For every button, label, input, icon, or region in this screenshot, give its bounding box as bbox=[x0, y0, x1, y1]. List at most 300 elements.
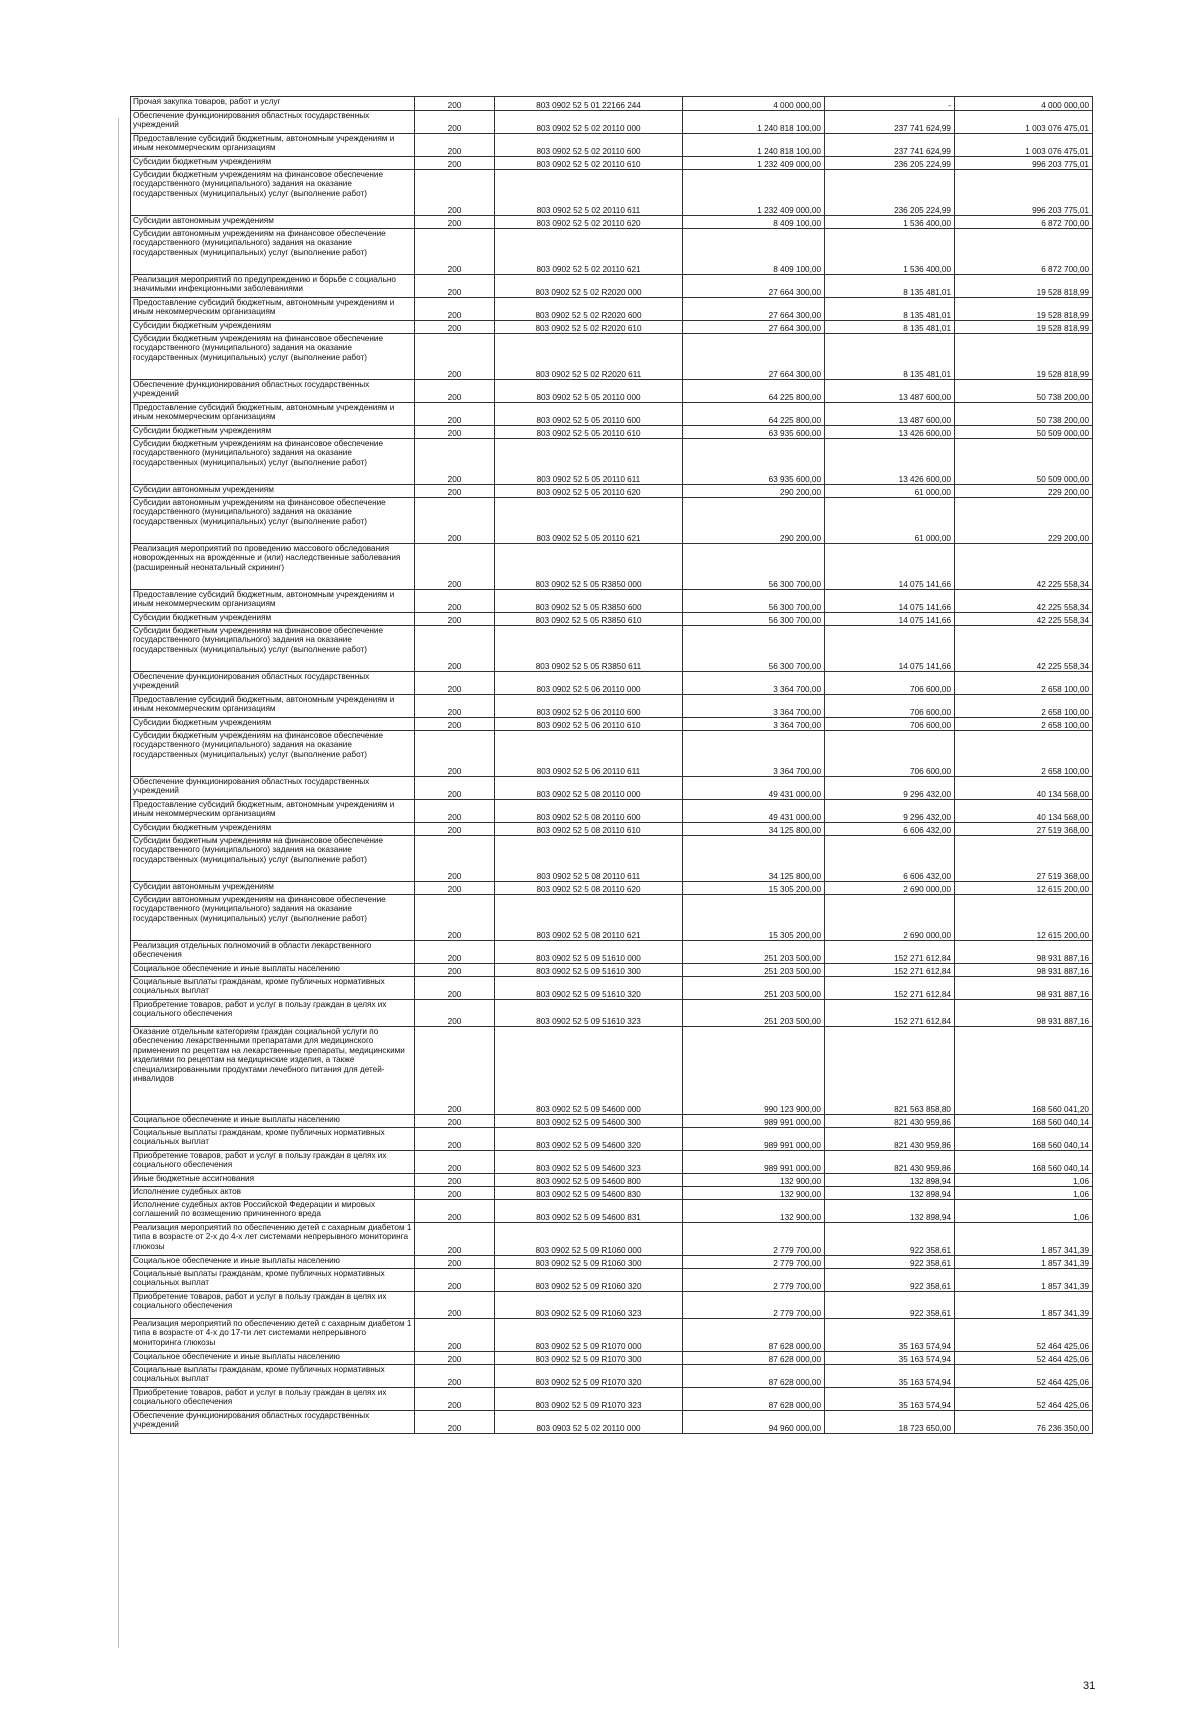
row-unexecuted: 2 658 100,00 bbox=[955, 672, 1093, 695]
row-line-code: 200 bbox=[415, 134, 495, 157]
row-name: Предоставление субсидий бюджетным, автономным учреждениям и иным некоммерческим организациям bbox=[131, 800, 415, 823]
row-line-code: 200 bbox=[415, 229, 495, 275]
row-unexecuted: 50 738 200,00 bbox=[955, 403, 1093, 426]
row-unexecuted: 2 658 100,00 bbox=[955, 695, 1093, 718]
row-approved: 290 200,00 bbox=[683, 485, 825, 498]
row-name: Приобретение товаров, работ и услуг в пользу граждан в целях их социального обеспечения bbox=[131, 1000, 415, 1027]
table-row bbox=[131, 1388, 1093, 1411]
row-line-code: 200 bbox=[415, 731, 495, 777]
row-approved: 1 232 409 000,00 bbox=[683, 170, 825, 216]
row-name: Предоставление субсидий бюджетным, автономным учреждениям и иным некоммерческим организациям bbox=[131, 590, 415, 613]
table-row bbox=[131, 1115, 1093, 1128]
scan-artifact-line bbox=[118, 118, 119, 1648]
row-line-code: 200 bbox=[415, 823, 495, 836]
row-executed: 35 163 574,94 bbox=[825, 1388, 955, 1411]
row-name: Приобретение товаров, работ и услуг в пользу граждан в целях их социального обеспечения bbox=[131, 1388, 415, 1411]
row-unexecuted: 6 872 700,00 bbox=[955, 216, 1093, 229]
row-unexecuted: 1,06 bbox=[955, 1174, 1093, 1187]
row-executed: 14 075 141,66 bbox=[825, 544, 955, 590]
row-unexecuted: 98 931 887,16 bbox=[955, 977, 1093, 1000]
table-row bbox=[131, 544, 1093, 590]
row-unexecuted: 168 560 040,14 bbox=[955, 1128, 1093, 1151]
row-budget-code: 803 0902 52 5 05 20110 621 bbox=[495, 498, 683, 544]
row-unexecuted: 52 464 425,06 bbox=[955, 1365, 1093, 1388]
budget-execution-table bbox=[130, 96, 1093, 1434]
row-approved: 3 364 700,00 bbox=[683, 731, 825, 777]
row-unexecuted: 996 203 775,01 bbox=[955, 157, 1093, 170]
row-executed: 35 163 574,94 bbox=[825, 1352, 955, 1365]
row-name: Субсидии автономным учреждениям на финансовое обеспечение государственного (муниципального) задания на оказание государственных (муниципальных) услуг (выполнение работ) bbox=[131, 229, 415, 275]
row-approved: 34 125 800,00 bbox=[683, 823, 825, 836]
row-budget-code: 803 0902 52 5 02 20110 620 bbox=[495, 216, 683, 229]
row-line-code: 200 bbox=[415, 964, 495, 977]
row-approved: 87 628 000,00 bbox=[683, 1388, 825, 1411]
row-budget-code: 803 0903 52 5 02 20110 000 bbox=[495, 1411, 683, 1434]
row-name: Приобретение товаров, работ и услуг в пользу граждан в целях их социального обеспечения bbox=[131, 1151, 415, 1174]
row-line-code: 200 bbox=[415, 882, 495, 895]
row-name: Обеспечение функционирования областных государственных учреждений bbox=[131, 672, 415, 695]
table-row bbox=[131, 426, 1093, 439]
row-approved: 251 203 500,00 bbox=[683, 941, 825, 964]
table-row bbox=[131, 485, 1093, 498]
row-budget-code: 803 0902 52 5 05 20110 000 bbox=[495, 380, 683, 403]
row-executed: 8 135 481,01 bbox=[825, 334, 955, 380]
table-row bbox=[131, 1151, 1093, 1174]
row-approved: 2 779 700,00 bbox=[683, 1269, 825, 1292]
row-line-code: 200 bbox=[415, 1000, 495, 1027]
row-budget-code: 803 0902 52 5 09 R1060 320 bbox=[495, 1269, 683, 1292]
row-unexecuted: 98 931 887,16 bbox=[955, 1000, 1093, 1027]
row-line-code: 200 bbox=[415, 718, 495, 731]
row-budget-code: 803 0902 52 5 02 R2020 600 bbox=[495, 298, 683, 321]
table-row bbox=[131, 718, 1093, 731]
row-name: Субсидии бюджетным учреждениям bbox=[131, 823, 415, 836]
row-approved: 56 300 700,00 bbox=[683, 590, 825, 613]
row-approved: 27 664 300,00 bbox=[683, 321, 825, 334]
row-budget-code: 803 0902 52 5 02 R2020 611 bbox=[495, 334, 683, 380]
row-unexecuted: 1 003 076 475,01 bbox=[955, 111, 1093, 134]
row-name: Субсидии автономным учреждениям bbox=[131, 216, 415, 229]
row-line-code: 200 bbox=[415, 836, 495, 882]
table-row bbox=[131, 1174, 1093, 1187]
row-name: Реализация мероприятий по проведению массового обследования новорожденных на врожденные и (или) наследственные заболевания (расширенный неонатальный скрининг) bbox=[131, 544, 415, 590]
row-line-code: 200 bbox=[415, 1115, 495, 1128]
table-row bbox=[131, 216, 1093, 229]
row-approved: 3 364 700,00 bbox=[683, 695, 825, 718]
table-row bbox=[131, 1187, 1093, 1200]
row-line-code: 200 bbox=[415, 1174, 495, 1187]
row-budget-code: 803 0902 52 5 02 20110 611 bbox=[495, 170, 683, 216]
row-approved: 15 305 200,00 bbox=[683, 895, 825, 941]
table-row bbox=[131, 731, 1093, 777]
row-name: Субсидии бюджетным учреждениям на финансовое обеспечение государственного (муниципального) задания на оказание государственных (муниципальных) услуг (выполнение работ) bbox=[131, 439, 415, 485]
row-budget-code: 803 0902 52 5 02 R2020 000 bbox=[495, 275, 683, 298]
row-line-code: 200 bbox=[415, 1352, 495, 1365]
table-row bbox=[131, 97, 1093, 111]
table-row bbox=[131, 964, 1093, 977]
row-executed: 821 430 959,86 bbox=[825, 1151, 955, 1174]
row-approved: 56 300 700,00 bbox=[683, 626, 825, 672]
row-name: Реализация отдельных полномочий в области лекарственного обеспечения bbox=[131, 941, 415, 964]
row-executed: 821 430 959,86 bbox=[825, 1115, 955, 1128]
table-row bbox=[131, 1223, 1093, 1256]
row-name: Предоставление субсидий бюджетным, автономным учреждениям и иным некоммерческим организациям bbox=[131, 134, 415, 157]
row-name: Субсидии бюджетным учреждениям bbox=[131, 157, 415, 170]
row-budget-code: 803 0902 52 5 09 R1070 323 bbox=[495, 1388, 683, 1411]
row-unexecuted: 52 464 425,06 bbox=[955, 1388, 1093, 1411]
row-executed: 13 426 600,00 bbox=[825, 439, 955, 485]
row-line-code: 200 bbox=[415, 695, 495, 718]
row-approved: 64 225 800,00 bbox=[683, 380, 825, 403]
row-name: Обеспечение функционирования областных государственных учреждений bbox=[131, 777, 415, 800]
row-budget-code: 803 0902 52 5 08 20110 600 bbox=[495, 800, 683, 823]
row-approved: 94 960 000,00 bbox=[683, 1411, 825, 1434]
row-unexecuted: 19 528 818,99 bbox=[955, 298, 1093, 321]
table-row bbox=[131, 590, 1093, 613]
row-executed: 132 898,94 bbox=[825, 1174, 955, 1187]
row-unexecuted: 1 857 341,39 bbox=[955, 1269, 1093, 1292]
table-row bbox=[131, 1027, 1093, 1115]
table-row bbox=[131, 111, 1093, 134]
row-name: Социальное обеспечение и иные выплаты населению bbox=[131, 1115, 415, 1128]
row-unexecuted: 27 519 368,00 bbox=[955, 823, 1093, 836]
table-row bbox=[131, 380, 1093, 403]
row-line-code: 200 bbox=[415, 157, 495, 170]
row-name: Субсидии бюджетным учреждениям bbox=[131, 613, 415, 626]
row-unexecuted: 52 464 425,06 bbox=[955, 1352, 1093, 1365]
row-executed: 35 163 574,94 bbox=[825, 1319, 955, 1352]
row-executed: 706 600,00 bbox=[825, 718, 955, 731]
row-line-code: 200 bbox=[415, 626, 495, 672]
row-executed: 13 426 600,00 bbox=[825, 426, 955, 439]
row-name: Социальные выплаты гражданам, кроме публичных нормативных социальных выплат bbox=[131, 977, 415, 1000]
row-approved: 8 409 100,00 bbox=[683, 216, 825, 229]
row-unexecuted: 76 236 350,00 bbox=[955, 1411, 1093, 1434]
row-unexecuted: 50 738 200,00 bbox=[955, 380, 1093, 403]
row-line-code: 200 bbox=[415, 1269, 495, 1292]
row-unexecuted: 4 000 000,00 bbox=[955, 97, 1093, 111]
row-executed: 821 563 858,80 bbox=[825, 1027, 955, 1115]
row-line-code: 200 bbox=[415, 1128, 495, 1151]
row-approved: 251 203 500,00 bbox=[683, 977, 825, 1000]
table-row bbox=[131, 1411, 1093, 1434]
row-approved: 87 628 000,00 bbox=[683, 1319, 825, 1352]
row-line-code: 200 bbox=[415, 1365, 495, 1388]
row-approved: 2 779 700,00 bbox=[683, 1292, 825, 1319]
row-executed: - bbox=[825, 97, 955, 111]
row-budget-code: 803 0902 52 5 05 20110 620 bbox=[495, 485, 683, 498]
row-approved: 56 300 700,00 bbox=[683, 544, 825, 590]
row-unexecuted: 229 200,00 bbox=[955, 485, 1093, 498]
table-row bbox=[131, 1292, 1093, 1319]
row-unexecuted: 12 615 200,00 bbox=[955, 895, 1093, 941]
table-row bbox=[131, 1200, 1093, 1223]
row-budget-code: 803 0902 52 5 09 R1070 320 bbox=[495, 1365, 683, 1388]
row-unexecuted: 19 528 818,99 bbox=[955, 334, 1093, 380]
row-executed: 236 205 224,99 bbox=[825, 170, 955, 216]
row-unexecuted: 19 528 818,99 bbox=[955, 321, 1093, 334]
row-executed: 8 135 481,01 bbox=[825, 275, 955, 298]
row-approved: 989 991 000,00 bbox=[683, 1151, 825, 1174]
row-name: Субсидии автономным учреждениям bbox=[131, 485, 415, 498]
row-approved: 4 000 000,00 bbox=[683, 97, 825, 111]
row-executed: 35 163 574,94 bbox=[825, 1365, 955, 1388]
row-executed: 2 690 000,00 bbox=[825, 895, 955, 941]
row-budget-code: 803 0902 52 5 09 51610 323 bbox=[495, 1000, 683, 1027]
row-unexecuted: 19 528 818,99 bbox=[955, 275, 1093, 298]
row-executed: 61 000,00 bbox=[825, 485, 955, 498]
row-approved: 27 664 300,00 bbox=[683, 334, 825, 380]
row-budget-code: 803 0902 52 5 08 20110 620 bbox=[495, 882, 683, 895]
row-approved: 63 935 600,00 bbox=[683, 439, 825, 485]
row-budget-code: 803 0902 52 5 09 54600 320 bbox=[495, 1128, 683, 1151]
row-name: Социальные выплаты гражданам, кроме публичных нормативных социальных выплат bbox=[131, 1128, 415, 1151]
row-name: Приобретение товаров, работ и услуг в пользу граждан в целях их социального обеспечения bbox=[131, 1292, 415, 1319]
row-budget-code: 803 0902 52 5 05 20110 611 bbox=[495, 439, 683, 485]
row-budget-code: 803 0902 52 5 08 20110 610 bbox=[495, 823, 683, 836]
table-row bbox=[131, 229, 1093, 275]
row-line-code: 200 bbox=[415, 1027, 495, 1115]
row-unexecuted: 1 003 076 475,01 bbox=[955, 134, 1093, 157]
row-approved: 1 240 818 100,00 bbox=[683, 134, 825, 157]
row-unexecuted: 52 464 425,06 bbox=[955, 1319, 1093, 1352]
row-executed: 922 358,61 bbox=[825, 1256, 955, 1269]
row-name: Предоставление субсидий бюджетным, автономным учреждениям и иным некоммерческим организациям bbox=[131, 695, 415, 718]
row-name: Субсидии бюджетным учреждениям на финансовое обеспечение государственного (муниципального) задания на оказание государственных (муниципальных) услуг (выполнение работ) bbox=[131, 731, 415, 777]
table-row bbox=[131, 836, 1093, 882]
row-executed: 237 741 624,99 bbox=[825, 134, 955, 157]
table-row bbox=[131, 275, 1093, 298]
row-name: Субсидии автономным учреждениям bbox=[131, 882, 415, 895]
row-unexecuted: 42 225 558,34 bbox=[955, 613, 1093, 626]
table-row bbox=[131, 157, 1093, 170]
row-unexecuted: 42 225 558,34 bbox=[955, 626, 1093, 672]
table-row bbox=[131, 695, 1093, 718]
row-executed: 6 606 432,00 bbox=[825, 836, 955, 882]
row-name: Реализация мероприятий по предупреждению и борьбе с социально значимыми инфекционными заболеваниями bbox=[131, 275, 415, 298]
row-approved: 132 900,00 bbox=[683, 1174, 825, 1187]
row-approved: 989 991 000,00 bbox=[683, 1115, 825, 1128]
row-line-code: 200 bbox=[415, 1200, 495, 1223]
row-executed: 706 600,00 bbox=[825, 695, 955, 718]
table-row bbox=[131, 672, 1093, 695]
row-line-code: 200 bbox=[415, 800, 495, 823]
table-row bbox=[131, 439, 1093, 485]
row-unexecuted: 40 134 568,00 bbox=[955, 777, 1093, 800]
row-line-code: 200 bbox=[415, 1319, 495, 1352]
row-budget-code: 803 0902 52 5 09 54600 831 bbox=[495, 1200, 683, 1223]
row-executed: 6 606 432,00 bbox=[825, 823, 955, 836]
row-executed: 152 271 612,84 bbox=[825, 1000, 955, 1027]
row-line-code: 200 bbox=[415, 613, 495, 626]
table-row bbox=[131, 334, 1093, 380]
table-row bbox=[131, 403, 1093, 426]
row-budget-code: 803 0902 52 5 02 20110 621 bbox=[495, 229, 683, 275]
row-executed: 821 430 959,86 bbox=[825, 1128, 955, 1151]
table-row bbox=[131, 298, 1093, 321]
row-approved: 989 991 000,00 bbox=[683, 1128, 825, 1151]
row-line-code: 200 bbox=[415, 941, 495, 964]
table-row bbox=[131, 1128, 1093, 1151]
row-budget-code: 803 0902 52 5 09 54600 000 bbox=[495, 1027, 683, 1115]
row-budget-code: 803 0902 52 5 09 54600 323 bbox=[495, 1151, 683, 1174]
row-executed: 152 271 612,84 bbox=[825, 964, 955, 977]
row-approved: 27 664 300,00 bbox=[683, 298, 825, 321]
row-line-code: 200 bbox=[415, 977, 495, 1000]
row-approved: 2 779 700,00 bbox=[683, 1256, 825, 1269]
row-name: Субсидии автономным учреждениям на финансовое обеспечение государственного (муниципального) задания на оказание государственных (муниципальных) услуг (выполнение работ) bbox=[131, 498, 415, 544]
row-budget-code: 803 0902 52 5 08 20110 621 bbox=[495, 895, 683, 941]
row-executed: 8 135 481,01 bbox=[825, 298, 955, 321]
row-budget-code: 803 0902 52 5 01 22166 244 bbox=[495, 97, 683, 111]
row-executed: 9 296 432,00 bbox=[825, 800, 955, 823]
row-budget-code: 803 0902 52 5 06 20110 611 bbox=[495, 731, 683, 777]
row-approved: 2 779 700,00 bbox=[683, 1223, 825, 1256]
row-line-code: 200 bbox=[415, 1411, 495, 1434]
table-row bbox=[131, 895, 1093, 941]
row-executed: 132 898,94 bbox=[825, 1200, 955, 1223]
row-line-code: 200 bbox=[415, 485, 495, 498]
row-line-code: 200 bbox=[415, 498, 495, 544]
row-approved: 990 123 900,00 bbox=[683, 1027, 825, 1115]
row-unexecuted: 1,06 bbox=[955, 1200, 1093, 1223]
row-name: Прочая закупка товаров, работ и услуг bbox=[131, 97, 415, 111]
row-approved: 34 125 800,00 bbox=[683, 836, 825, 882]
row-budget-code: 803 0902 52 5 02 20110 610 bbox=[495, 157, 683, 170]
row-budget-code: 803 0902 52 5 09 51610 320 bbox=[495, 977, 683, 1000]
row-unexecuted: 1 857 341,39 bbox=[955, 1256, 1093, 1269]
row-budget-code: 803 0902 52 5 09 R1070 000 bbox=[495, 1319, 683, 1352]
row-executed: 152 271 612,84 bbox=[825, 941, 955, 964]
table-row bbox=[131, 626, 1093, 672]
row-unexecuted: 1 857 341,39 bbox=[955, 1292, 1093, 1319]
row-approved: 63 935 600,00 bbox=[683, 426, 825, 439]
row-line-code: 200 bbox=[415, 1151, 495, 1174]
row-line-code: 200 bbox=[415, 334, 495, 380]
row-approved: 1 232 409 000,00 bbox=[683, 157, 825, 170]
row-line-code: 200 bbox=[415, 1256, 495, 1269]
table-row bbox=[131, 1365, 1093, 1388]
table-row bbox=[131, 321, 1093, 334]
row-name: Обеспечение функционирования областных государственных учреждений bbox=[131, 111, 415, 134]
row-name: Оказание отдельным категориям граждан социальной услуги по обеспечению лекарственными препаратами для медицинского применения по рецептам на лекарственные препараты, медицинскими изделиями по рецептам на медицинские изделия, а также специализированными продуктами лечебного питания для детей-инвалидов bbox=[131, 1027, 415, 1115]
row-line-code: 200 bbox=[415, 298, 495, 321]
row-approved: 3 364 700,00 bbox=[683, 672, 825, 695]
table-row bbox=[131, 1319, 1093, 1352]
row-approved: 56 300 700,00 bbox=[683, 613, 825, 626]
row-approved: 27 664 300,00 bbox=[683, 275, 825, 298]
row-executed: 236 205 224,99 bbox=[825, 157, 955, 170]
table-row bbox=[131, 170, 1093, 216]
row-approved: 290 200,00 bbox=[683, 498, 825, 544]
row-unexecuted: 50 509 000,00 bbox=[955, 426, 1093, 439]
row-line-code: 200 bbox=[415, 590, 495, 613]
row-executed: 61 000,00 bbox=[825, 498, 955, 544]
row-budget-code: 803 0902 52 5 02 20110 000 bbox=[495, 111, 683, 134]
row-name: Субсидии бюджетным учреждениям bbox=[131, 321, 415, 334]
table-row bbox=[131, 977, 1093, 1000]
table-row bbox=[131, 1269, 1093, 1292]
row-unexecuted: 996 203 775,01 bbox=[955, 170, 1093, 216]
row-name: Обеспечение функционирования областных государственных учреждений bbox=[131, 380, 415, 403]
table-row bbox=[131, 498, 1093, 544]
row-unexecuted: 42 225 558,34 bbox=[955, 544, 1093, 590]
row-name: Субсидии бюджетным учреждениям на финансовое обеспечение государственного (муниципального) задания на оказание государственных (муниципальных) услуг (выполнение работ) bbox=[131, 334, 415, 380]
row-line-code: 200 bbox=[415, 1187, 495, 1200]
row-unexecuted: 42 225 558,34 bbox=[955, 590, 1093, 613]
row-approved: 15 305 200,00 bbox=[683, 882, 825, 895]
row-line-code: 200 bbox=[415, 672, 495, 695]
row-name: Предоставление субсидий бюджетным, автономным учреждениям и иным некоммерческим организациям bbox=[131, 298, 415, 321]
row-executed: 13 487 600,00 bbox=[825, 380, 955, 403]
table-row bbox=[131, 613, 1093, 626]
table-body bbox=[131, 97, 1093, 1434]
row-approved: 49 431 000,00 bbox=[683, 777, 825, 800]
row-budget-code: 803 0902 52 5 02 R2020 610 bbox=[495, 321, 683, 334]
row-unexecuted: 6 872 700,00 bbox=[955, 229, 1093, 275]
row-line-code: 200 bbox=[415, 321, 495, 334]
row-budget-code: 803 0902 52 5 05 R3850 000 bbox=[495, 544, 683, 590]
row-executed: 237 741 624,99 bbox=[825, 111, 955, 134]
row-line-code: 200 bbox=[415, 1388, 495, 1411]
row-approved: 251 203 500,00 bbox=[683, 1000, 825, 1027]
row-approved: 8 409 100,00 bbox=[683, 229, 825, 275]
row-executed: 706 600,00 bbox=[825, 672, 955, 695]
row-name: Предоставление субсидий бюджетным, автономным учреждениям и иным некоммерческим организациям bbox=[131, 403, 415, 426]
row-budget-code: 803 0902 52 5 09 51610 000 bbox=[495, 941, 683, 964]
row-unexecuted: 229 200,00 bbox=[955, 498, 1093, 544]
row-line-code: 200 bbox=[415, 777, 495, 800]
row-approved: 132 900,00 bbox=[683, 1200, 825, 1223]
table-row bbox=[131, 941, 1093, 964]
row-line-code: 200 bbox=[415, 275, 495, 298]
row-name: Исполнение судебных актов bbox=[131, 1187, 415, 1200]
table-row bbox=[131, 1352, 1093, 1365]
row-budget-code: 803 0902 52 5 08 20110 611 bbox=[495, 836, 683, 882]
row-unexecuted: 168 560 040,14 bbox=[955, 1115, 1093, 1128]
row-budget-code: 803 0902 52 5 05 R3850 610 bbox=[495, 613, 683, 626]
row-executed: 152 271 612,84 bbox=[825, 977, 955, 1000]
row-line-code: 200 bbox=[415, 111, 495, 134]
row-line-code: 200 bbox=[415, 380, 495, 403]
row-approved: 251 203 500,00 bbox=[683, 964, 825, 977]
row-budget-code: 803 0902 52 5 05 R3850 600 bbox=[495, 590, 683, 613]
row-executed: 14 075 141,66 bbox=[825, 613, 955, 626]
row-unexecuted: 1 857 341,39 bbox=[955, 1223, 1093, 1256]
row-unexecuted: 40 134 568,00 bbox=[955, 800, 1093, 823]
row-budget-code: 803 0902 52 5 09 R1060 323 bbox=[495, 1292, 683, 1319]
row-line-code: 200 bbox=[415, 403, 495, 426]
row-budget-code: 803 0902 52 5 02 20110 600 bbox=[495, 134, 683, 157]
table-row bbox=[131, 882, 1093, 895]
row-unexecuted: 2 658 100,00 bbox=[955, 731, 1093, 777]
row-budget-code: 803 0902 52 5 06 20110 000 bbox=[495, 672, 683, 695]
row-budget-code: 803 0902 52 5 09 R1070 300 bbox=[495, 1352, 683, 1365]
row-unexecuted: 12 615 200,00 bbox=[955, 882, 1093, 895]
row-unexecuted: 27 519 368,00 bbox=[955, 836, 1093, 882]
row-name: Субсидии бюджетным учреждениям bbox=[131, 426, 415, 439]
row-unexecuted: 1,06 bbox=[955, 1187, 1093, 1200]
row-executed: 922 358,61 bbox=[825, 1269, 955, 1292]
table-row bbox=[131, 1256, 1093, 1269]
row-name: Реализация мероприятий по обеспечению детей с сахарным диабетом 1 типа в возрасте от 4-х до 17-ти лет системами непрерывного мониторинга глюкозы bbox=[131, 1319, 415, 1352]
row-unexecuted: 98 931 887,16 bbox=[955, 964, 1093, 977]
row-approved: 3 364 700,00 bbox=[683, 718, 825, 731]
row-budget-code: 803 0902 52 5 09 54600 300 bbox=[495, 1115, 683, 1128]
row-executed: 922 358,61 bbox=[825, 1223, 955, 1256]
table-row bbox=[131, 777, 1093, 800]
row-approved: 87 628 000,00 bbox=[683, 1365, 825, 1388]
